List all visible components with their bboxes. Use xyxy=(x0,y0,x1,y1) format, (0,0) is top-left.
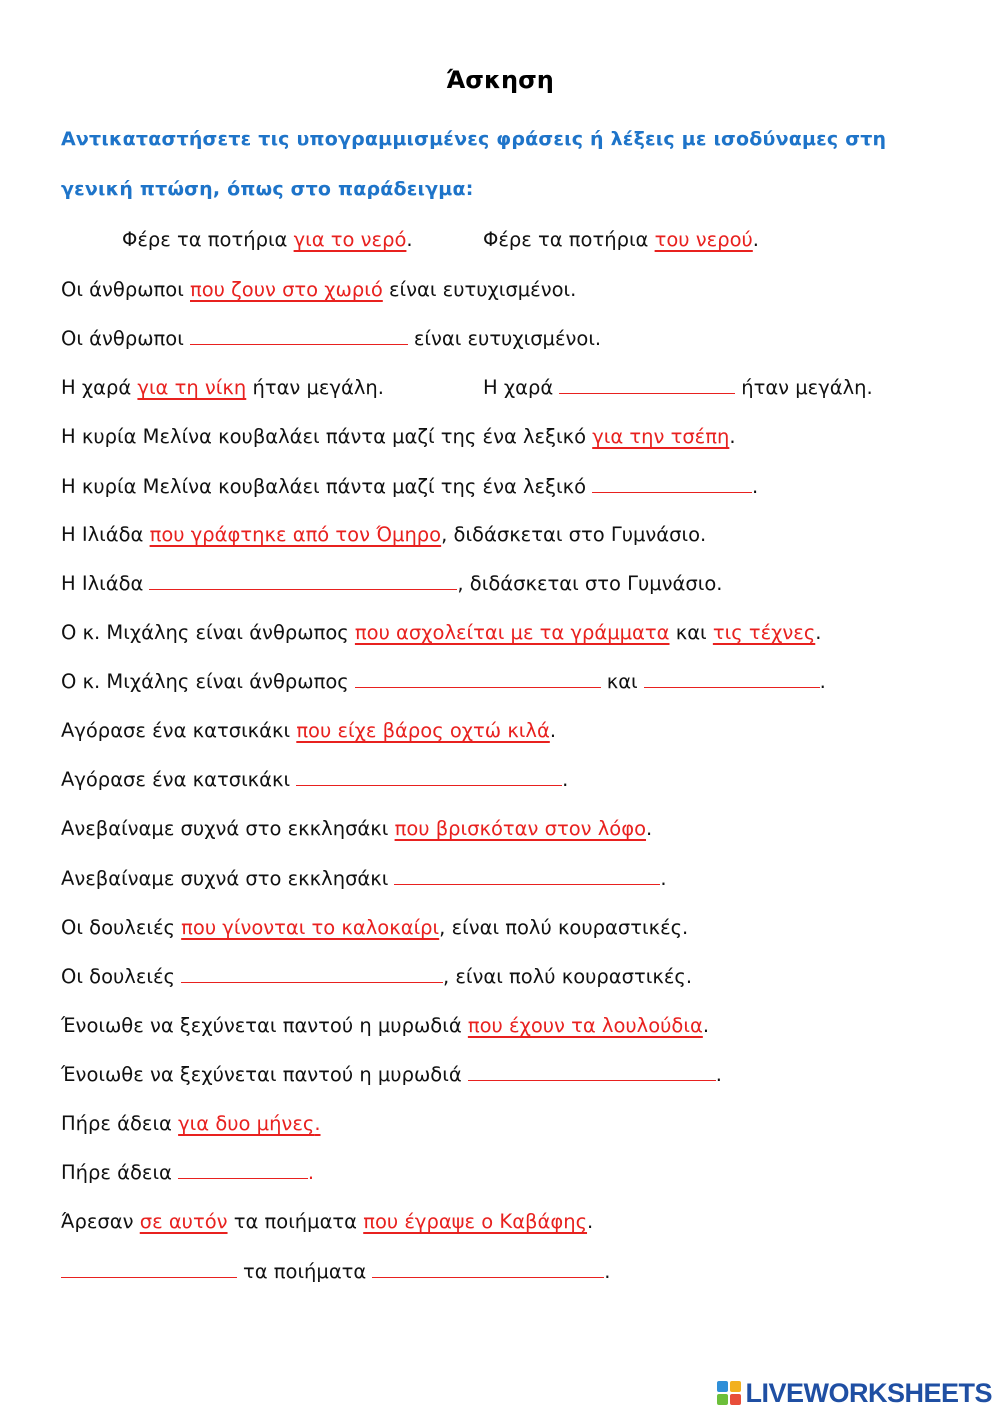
sentence-text: ήταν μεγάλη. xyxy=(246,376,384,399)
answer-blank[interactable] xyxy=(178,1158,308,1179)
sentence-8-answer xyxy=(61,961,692,993)
example-line xyxy=(122,224,413,256)
sentence-text: Η κυρία Μελίνα κουβαλάει πάντα μαζί της ένα λεξικό xyxy=(61,425,593,448)
sentence-9-answer xyxy=(61,1059,722,1091)
sentence-4-original xyxy=(61,519,706,551)
instruction-line-2: γενική πτώση, όπως στο παράδειγμα: xyxy=(61,178,474,200)
sentence-text: . xyxy=(715,1063,722,1086)
answer-blank[interactable] xyxy=(592,472,752,493)
sentence-text: τα ποιήματα xyxy=(227,1210,364,1233)
sentence-text: Οι δουλειές xyxy=(61,916,182,939)
sentence-3-original xyxy=(61,421,736,453)
underlined-phrase: που είχε βάρος οχτώ κιλά xyxy=(296,719,550,742)
sentence-text: είναι ευτυχισμένοι. xyxy=(382,278,577,301)
sentence-1-original xyxy=(61,274,576,306)
answer-blank[interactable] xyxy=(181,962,443,983)
example-original-period: . xyxy=(406,228,413,251)
sentence-text: , είναι πολύ κουραστικές. xyxy=(442,965,693,988)
sentence-text: Οι άνθρωποι xyxy=(61,327,184,350)
sentence-2-original xyxy=(61,372,384,404)
sentence-text: Ανεβαίναμε συχνά στο εκκλησάκι xyxy=(61,867,389,890)
sentence-text: Ένοιωθε να ξεχύνεται παντού η μυρωδιά xyxy=(61,1063,462,1086)
sentence-text: Ένοιωθε να ξεχύνεται παντού η μυρωδιά xyxy=(61,1014,468,1037)
sentence-text: Οι άνθρωποι xyxy=(61,278,190,301)
sentence-text: , είναι πολύ κουραστικές. xyxy=(439,916,689,939)
answer-blank[interactable] xyxy=(644,667,820,688)
sentence-6-answer xyxy=(61,764,568,796)
example-answer-period: . xyxy=(752,228,759,251)
example-answer-line xyxy=(483,224,759,256)
underlined-phrase: που γίνονται το καλοκαίρι xyxy=(181,916,440,939)
sentence-text: . xyxy=(604,1260,611,1283)
logo-text: LIVEWORKSHEETS xyxy=(745,1377,992,1408)
sentence-text: . xyxy=(815,621,822,644)
sentence-text: , διδάσκεται στο Γυμνάσιο. xyxy=(457,572,723,595)
sentence-text: και xyxy=(669,621,713,644)
answer-blank[interactable] xyxy=(468,1060,716,1081)
sentence-text: είναι ευτυχισμένοι. xyxy=(413,327,602,350)
sentence-text: τα ποιήματα xyxy=(243,1260,367,1283)
sentence-7-original xyxy=(61,813,652,845)
sentence-3-answer xyxy=(61,471,758,503)
sentence-text: Πήρε άδεια xyxy=(61,1112,179,1135)
example-original-text: Φέρε τα ποτήρια xyxy=(122,228,294,251)
sentence-text: Η Ιλιάδα xyxy=(61,572,144,595)
sentence-text: ήταν μεγάλη. xyxy=(741,376,873,399)
underlined-phrase: σε αυτόν xyxy=(139,1210,228,1233)
worksheet-title: Άσκηση xyxy=(446,66,554,94)
sentence-text: . xyxy=(549,719,557,742)
sentence-text: Ο κ. Μιχάλης είναι άνθρωπος xyxy=(61,670,349,693)
answer-blank[interactable] xyxy=(559,373,735,394)
sentence-text: Άρεσαν xyxy=(61,1210,140,1233)
underlined-phrase: που ζουν στο χωριό xyxy=(190,278,383,301)
underlined-phrase: για δυο μήνες xyxy=(178,1112,315,1135)
sentence-text: . xyxy=(752,475,759,498)
sentence-text: Αγόρασε ένα κατσικάκι xyxy=(61,768,291,791)
answer-blank[interactable] xyxy=(61,1257,237,1278)
sentence-text: . xyxy=(660,867,667,890)
sentence-text: Η χαρά xyxy=(61,376,138,399)
logo-blocks-icon xyxy=(717,1381,741,1405)
sentence-1-answer xyxy=(61,323,601,355)
sentence-11-answer xyxy=(61,1256,610,1288)
sentence-text: , διδάσκεται στο Γυμνάσιο. xyxy=(441,523,707,546)
sentence-2-answer xyxy=(483,372,873,404)
sentence-7-answer xyxy=(61,863,667,895)
underlined-phrase: τις τέχνες xyxy=(712,621,816,644)
sentence-text: Ο κ. Μιχάλης είναι άνθρωπος xyxy=(61,621,355,644)
sentence-text: Αγόρασε ένα κατσικάκι xyxy=(61,719,297,742)
underlined-phrase: που ασχολείται με τα γράμματα xyxy=(354,621,670,644)
sentence-text: Οι δουλειές xyxy=(61,965,175,988)
sentence-text: . xyxy=(587,1210,594,1233)
sentence-text: Η Ιλιάδα xyxy=(61,523,150,546)
sentence-8-original xyxy=(61,912,688,944)
answer-blank[interactable] xyxy=(149,569,457,590)
sentence-10-original xyxy=(61,1108,321,1140)
example-answer-underlined: του νερού xyxy=(654,228,753,251)
sentence-9-original xyxy=(61,1010,709,1042)
answer-blank[interactable] xyxy=(190,324,408,345)
example-original-underlined: για το νερό xyxy=(293,228,407,251)
sentence-text: Ανεβαίναμε συχνά στο εκκλησάκι xyxy=(61,817,395,840)
example-answer-text: Φέρε τα ποτήρια xyxy=(483,228,655,251)
sentence-text: Η κυρία Μελίνα κουβαλάει πάντα μαζί της ένα λεξικό xyxy=(61,475,586,498)
instruction-line-1: Αντικαταστήσετε τις υπογραμμισμένες φράσεις ή λέξεις με ισοδύναμες στη xyxy=(61,128,887,150)
sentence-text: Πήρε άδεια xyxy=(61,1161,172,1184)
underlined-phrase: που γράφτηκε από τον Όμηρο xyxy=(149,523,442,546)
sentence-10-answer xyxy=(61,1157,314,1189)
sentence-text: Η χαρά xyxy=(483,376,554,399)
liveworksheets-logo xyxy=(717,1377,992,1409)
underlined-phrase: που βρισκόταν στον λόφο xyxy=(394,817,647,840)
answer-blank[interactable] xyxy=(355,667,601,688)
answer-blank[interactable] xyxy=(296,765,562,786)
underlined-phrase: που έχουν τα λουλούδια xyxy=(467,1014,703,1037)
answer-blank[interactable] xyxy=(394,864,660,885)
sentence-5-answer xyxy=(61,666,826,698)
sentence-text: . xyxy=(729,425,736,448)
sentence-text: . xyxy=(646,817,653,840)
sentence-text: . xyxy=(819,670,826,693)
answer-blank[interactable] xyxy=(372,1257,604,1278)
sentence-11-original xyxy=(61,1206,593,1238)
sentence-5-original xyxy=(61,617,821,649)
sentence-text: . xyxy=(702,1014,710,1037)
sentence-4-answer xyxy=(61,568,723,600)
sentence-text: και xyxy=(606,670,638,693)
sentence-6-original xyxy=(61,715,556,747)
underlined-phrase: που έγραψε ο Καβάφης xyxy=(363,1210,588,1233)
underlined-phrase: για την τσέπη xyxy=(592,425,730,448)
sentence-text: . xyxy=(562,768,569,791)
underlined-phrase: για τη νίκη xyxy=(137,376,247,399)
sentence-text: . xyxy=(307,1161,315,1184)
sentence-text: . xyxy=(314,1112,321,1135)
